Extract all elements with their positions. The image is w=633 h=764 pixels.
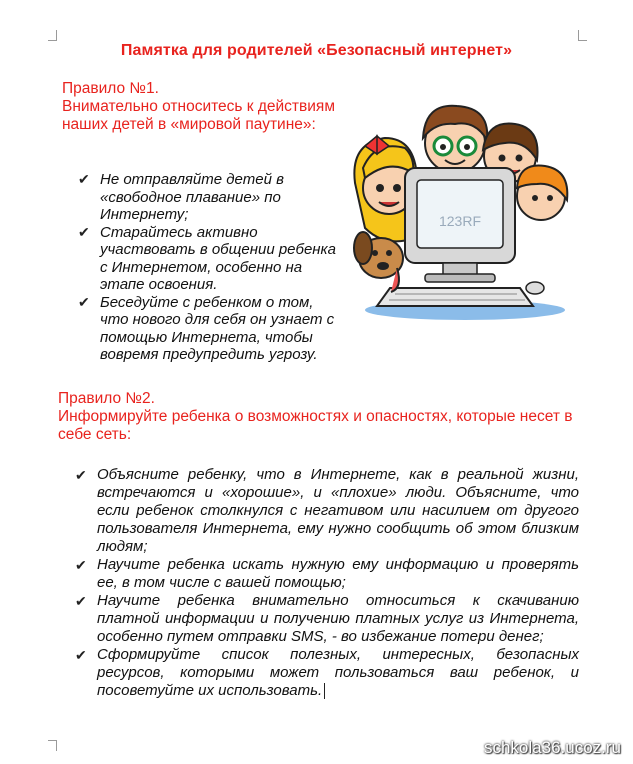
checkmark-icon: ✔ xyxy=(75,647,87,663)
rule-1-heading: Правило №1. xyxy=(62,80,159,97)
text-cursor xyxy=(324,683,325,699)
rule-2-list xyxy=(75,466,579,700)
kids-computer-illustration xyxy=(345,88,580,323)
list-item: ✔ Беседуйте с ребенком о том, что нового для себя он узнает с помощью Интернета, чтобы вовремя предупредить угрозу. xyxy=(78,293,335,363)
list-item: ✔ Старайтесь активно участвовать в общении ребенка с Интернетом, особенно на этапе освоения. xyxy=(78,223,336,293)
list-item: ✔ Не отправляйте детей в «свободное плавание» по Интернету; xyxy=(78,171,284,223)
rule-1-list xyxy=(78,171,345,364)
page-corner-mark xyxy=(48,30,57,41)
document-title: Памятка для родителей «Безопасный интернет» xyxy=(120,42,513,59)
checkmark-icon: ✔ xyxy=(78,171,90,187)
checkmark-icon: ✔ xyxy=(78,223,90,240)
monitor-watermark: 123RF xyxy=(438,213,482,229)
list-item: ✔ Объясните ребенку, что в Интернете, как в реальной жизни, встречаются и «хорошие», и «плохие» люди. Объясните, что если ребенок столкнулся с негативом или насилием от другого пользователя Интернета, ему нужно сообщить об этом близким людям; xyxy=(75,466,579,555)
rule-2-text: Информируйте ребенка о возможностях и опасностях, которые несет в себе сеть: xyxy=(58,408,573,443)
rule-1-text: Внимательно относитесь к действиям наших детей в «мировой паутине»: xyxy=(62,98,335,133)
checkmark-icon: ✔ xyxy=(78,293,90,310)
rule-2 xyxy=(58,390,588,444)
checkmark-icon: ✔ xyxy=(75,467,87,483)
rule-2-heading: Правило №2. xyxy=(58,390,155,407)
checkmark-icon: ✔ xyxy=(75,557,87,573)
list-item: ✔ Сформируйте список полезных, интересных, безопасных ресурсов, которыми может пользоваться ваш ребенок, и посоветуйте их использовать. xyxy=(75,646,579,699)
site-watermark: schkola36.ucoz.ru xyxy=(483,738,621,757)
page-corner-mark xyxy=(48,740,57,751)
rule-1 xyxy=(62,80,342,134)
list-item: ✔ Научите ребенка искать нужную ему информацию и проверять ее, в том числе с вашей помощью; xyxy=(75,556,579,591)
list-item: ✔ Научите ребенка внимательно относиться к скачиванию платной информации и получению платных услуг из Интернета, особенно путем отправки SMS, - во избежание потери денег; xyxy=(75,592,579,645)
checkmark-icon: ✔ xyxy=(75,593,87,609)
page-corner-mark xyxy=(578,30,587,41)
